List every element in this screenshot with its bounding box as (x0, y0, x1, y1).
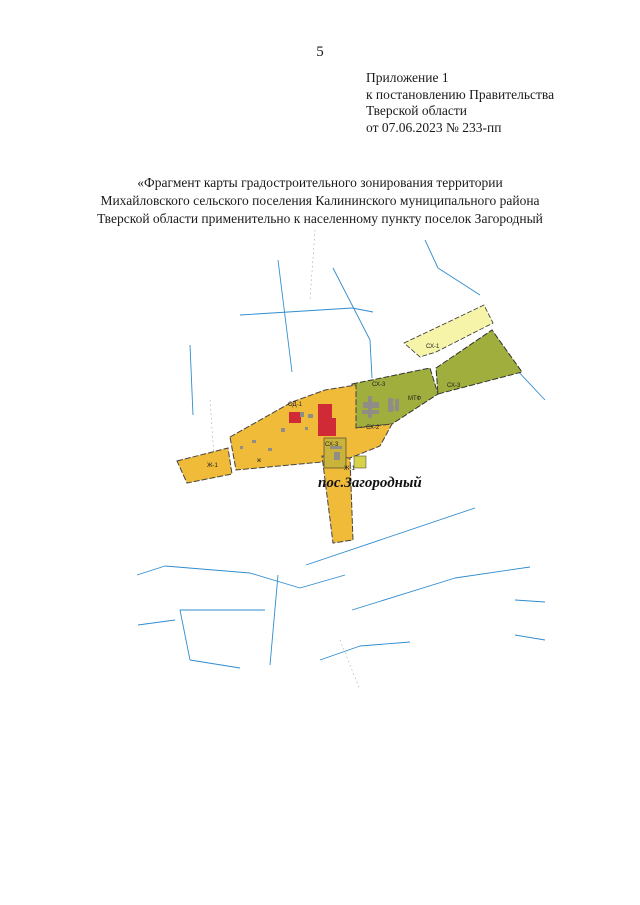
road-line (278, 260, 292, 372)
zone-od1-block (289, 412, 301, 423)
zone-od1-block (326, 418, 336, 436)
zone-label-sx3-small: СХ-3 (325, 442, 339, 448)
building (240, 446, 243, 449)
building (268, 448, 272, 451)
road-line (370, 340, 372, 378)
zone-label-mtf: МТФ (408, 396, 422, 402)
road-line (250, 573, 300, 588)
road-line (165, 566, 250, 573)
road-line (333, 268, 370, 340)
zone-label-sx3-east: СХ-3 (447, 383, 461, 389)
zone-label-sx3-main: СХ-3 (372, 382, 386, 388)
zone-label-od1: ОД-1 (288, 402, 302, 408)
building (252, 440, 256, 443)
appendix-line: Тверской области (366, 103, 467, 118)
road-line (138, 620, 175, 625)
building (334, 452, 340, 460)
road-line (455, 567, 530, 578)
zone-label-zh1-south: Ж-1 (344, 466, 355, 472)
survey-line (310, 230, 315, 300)
road-line (270, 575, 278, 665)
road-line (300, 575, 345, 588)
zone-zh1-west (177, 448, 232, 483)
road-line (320, 646, 360, 660)
title-line: Тверской области применительно к населенному пункту поселок Загородный (97, 211, 543, 226)
road-line (240, 308, 352, 315)
appendix-line: от 07.06.2023 № 233-пп (366, 119, 502, 135)
settlement-label: пос.Загородный (318, 475, 422, 491)
road-line (137, 566, 165, 575)
road-line (515, 635, 545, 640)
building (305, 427, 308, 430)
building (368, 396, 372, 418)
road-line (352, 578, 455, 610)
zone-agri-light (354, 456, 366, 468)
building (300, 412, 304, 417)
zone-sx3-main (352, 368, 438, 428)
road-line (190, 345, 193, 415)
appendix-line: Приложение 1 (366, 70, 449, 85)
road-line (360, 642, 410, 646)
zone-label-zh1-west: Ж-1 (207, 463, 218, 469)
zone-label-sx2: СХ-2 (366, 425, 380, 431)
zone-label-sx1: СХ-1 (426, 344, 440, 350)
title-line: Михайловского сельского поселения Калининского муниципального района (100, 193, 540, 208)
building (395, 399, 399, 411)
road-line (425, 240, 438, 268)
title-line: «Фрагмент карты градостроительного зонирования территории (137, 175, 503, 190)
zone-label-zh-dot: ж (257, 458, 262, 464)
appendix-line: к постановлению Правительства (366, 86, 555, 102)
building (281, 428, 285, 432)
zones (177, 305, 522, 543)
road-line (180, 610, 190, 660)
building (391, 406, 394, 410)
road-line (438, 268, 480, 295)
page-number: 5 (316, 44, 324, 60)
road-line (190, 660, 240, 668)
road-line (515, 600, 545, 602)
building (308, 414, 313, 418)
